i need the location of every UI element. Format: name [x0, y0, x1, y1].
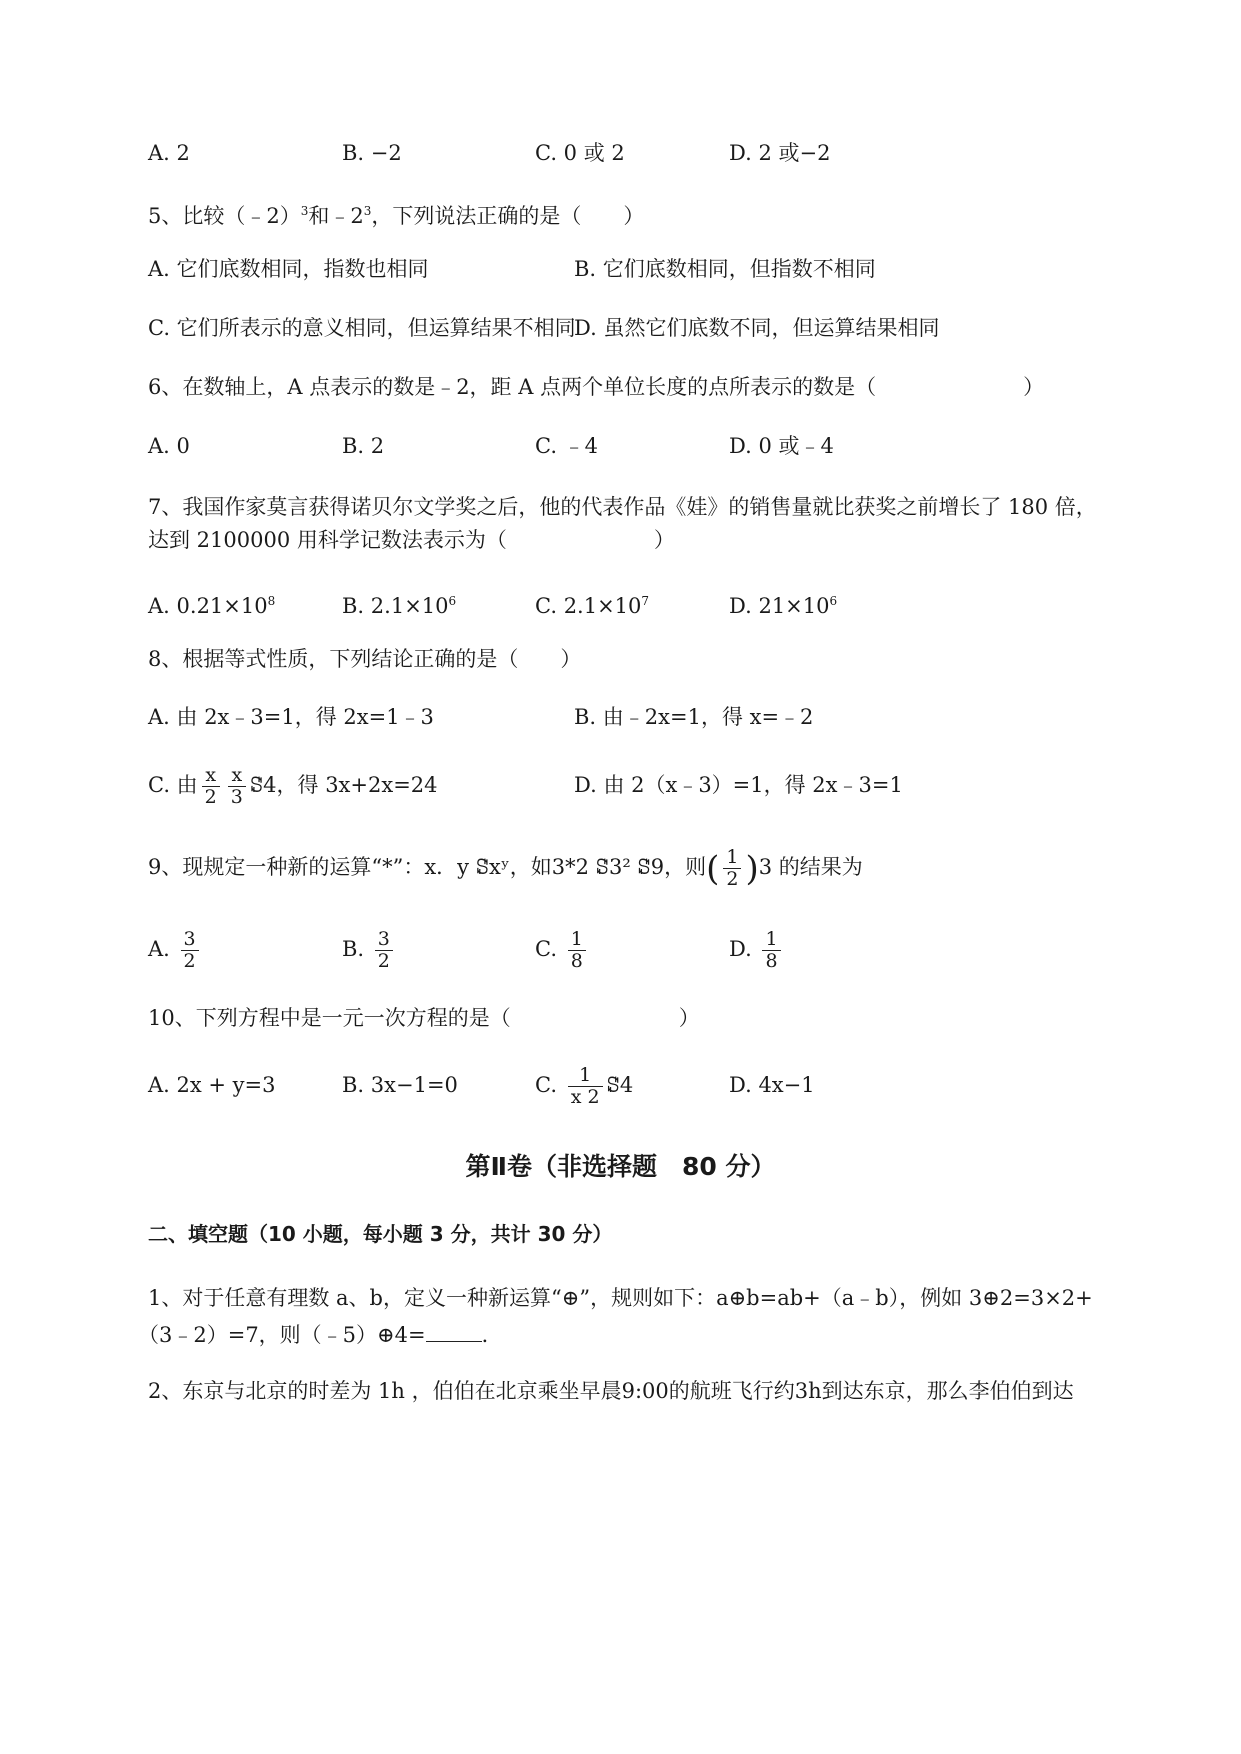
f1-line2 [138, 1320, 503, 1350]
q9-d-num: 1 [762, 929, 780, 951]
q9-a-den: 2 [183, 950, 196, 972]
q7-option-b [342, 586, 456, 621]
q4-option-a: A. 2 [148, 141, 190, 165]
q7-c-label: C. [535, 594, 557, 618]
q5-option-b: B. 它们底数相同，但指数不相同 [574, 257, 876, 281]
q9-right-paren: ) [745, 848, 759, 889]
q5-stem [148, 196, 644, 231]
q7-option-a [148, 586, 275, 621]
q5-option-c: C. 它们所表示的意义相同，但运算结果不相同 [148, 316, 576, 340]
q7-option-c [535, 586, 649, 621]
q9-a-label: A. [148, 937, 170, 961]
q8-c-frac1 [202, 765, 220, 808]
q9-op-def: x．y ꗟxʸ [424, 855, 510, 879]
fill-in-header: 二、填空题（10 小题，每小题 3 分，共计 30 分） [148, 1222, 613, 1246]
q6-option-c: C. ﹣4 [535, 434, 599, 458]
q10-option-d: D. 4x−1 [729, 1073, 815, 1097]
q9-d-frac [762, 929, 780, 972]
q6-option-a: A. 0 [148, 434, 190, 458]
f1-line2-post: ． [481, 1323, 503, 1347]
q6-option-b: B. 2 [342, 434, 385, 458]
q4-option-d: D. 2 或−2 [729, 141, 831, 165]
q10-c-frac [568, 1065, 603, 1108]
q8-c-frac2-den: 3 [230, 786, 243, 808]
q7-c-exp: 7 [641, 594, 650, 608]
q9-stem-pre: 9、现规定一种新的运算“*”： [148, 855, 425, 879]
q6-option-d: D. 0 或﹣4 [729, 434, 834, 458]
q9-d-label: D. [729, 937, 752, 961]
q9-frac [723, 847, 741, 890]
f2-line1: 2、东京与北京的时差为 1h ，伯伯在北京乘坐早晨9:00的航班飞行约3h到达东京，那么李伯伯到达 [148, 1379, 1074, 1403]
q5-stem-post: ，下列说法正确的是（ ） [371, 204, 645, 228]
q8-c-pre: C. 由 [148, 773, 198, 797]
q7-d-label: D. [729, 594, 752, 618]
f1-line1: 1、对于任意有理数 a、b，定义一种新运算“⊕”，规则如下：a⊕b=ab+（a﹣b），例如 3⊕2=3×2+ [148, 1286, 1093, 1310]
f1-line2-pre: （3﹣2）=7，则（﹣5）⊕4= [138, 1323, 426, 1347]
q10-option-c [535, 1060, 633, 1110]
q9-d-den: 8 [765, 950, 778, 972]
q9-option-d [729, 924, 785, 974]
q9-option-b [342, 924, 397, 974]
q8-option-a: A. 由 2x﹣3=1，得 2x=1﹣3 [148, 705, 434, 729]
q9-a-frac [181, 929, 199, 972]
q9-b-den: 2 [377, 950, 390, 972]
q8-option-c [148, 760, 438, 810]
q8-option-d: D. 由 2（x﹣3）=1，得 2x﹣3=1 [574, 773, 903, 797]
f1-answer-blank[interactable] [426, 1323, 482, 1342]
q7-d-base: 21×10 [758, 594, 830, 618]
q5-sup1: 3 [300, 204, 309, 218]
q9-c-frac [568, 929, 586, 972]
q9-option-a [148, 924, 203, 974]
q4-option-b: B. −2 [342, 141, 402, 165]
q10-stem: 10、下列方程中是一元一次方程的是（ ） [148, 1006, 700, 1030]
q9-b-frac [375, 929, 393, 972]
q8-c-frac1-num: x [202, 765, 220, 787]
q7-b-exp: 6 [448, 594, 457, 608]
q7-b-base: 2.1×10 [370, 594, 449, 618]
q9-b-label: B. [342, 937, 365, 961]
q7-a-base: 0.21×10 [176, 594, 268, 618]
q8-c-frac2 [228, 765, 246, 808]
q10-c-label: C. [535, 1073, 557, 1097]
q5-option-d: D. 虽然它们底数不同，但运算结果相同 [574, 316, 940, 340]
q9-stem-post: 3 的结果为 [758, 855, 863, 879]
q7-option-d [729, 586, 837, 621]
q9-left-paren: ( [706, 848, 720, 889]
q5-sup2: 3 [363, 204, 372, 218]
q9-c-den: 8 [570, 950, 583, 972]
q10-option-a: A. 2x + y=3 [148, 1073, 276, 1097]
q8-c-frac1-den: 2 [204, 786, 217, 808]
q9-option-c [535, 924, 590, 974]
q9-a-num: 3 [181, 929, 199, 951]
q10-c-num: 1 [568, 1065, 603, 1087]
q9-frac-den: 2 [726, 868, 739, 890]
q7-c-base: 2.1×10 [563, 594, 642, 618]
q5-stem-pre: 5、比较（﹣2） [148, 204, 301, 228]
q7-stem-line2: 达到 2100000 用科学记数法表示为（ ） [148, 528, 675, 552]
q4-option-c: C. 0 或 2 [535, 141, 625, 165]
q7-stem-line1: 7、我国作家莫言获得诺贝尔文学奖之后，他的代表作品《娃》的销售量就比获奖之前增长了 180 倍， [148, 495, 1097, 519]
q10-option-b: B. 3x−1=0 [342, 1073, 458, 1097]
q6-stem: 6、在数轴上，A 点表示的数是﹣2，距 A 点两个单位长度的点所表示的数是（ ） [148, 375, 1045, 399]
q8-option-b: B. 由﹣2x=1，得 x=﹣2 [574, 705, 814, 729]
q9-b-num: 3 [375, 929, 393, 951]
q9-stem-mid: ，如3*2 ꗟ3² ꗟ9，则 [509, 855, 707, 879]
q5-stem-mid: 和﹣2 [308, 204, 364, 228]
section2-title: 第Ⅱ卷（非选择题 80 分） [465, 1152, 776, 1181]
q9-c-label: C. [535, 937, 557, 961]
q8-c-frac2-num: x [228, 765, 246, 787]
q9-c-num: 1 [568, 929, 586, 951]
q7-d-exp: 6 [829, 594, 838, 608]
q10-c-den: x 2 [570, 1086, 600, 1108]
q7-b-label: B. [342, 594, 365, 618]
q10-c-post: ꗟ4 [606, 1073, 634, 1097]
q5-option-a: A. 它们底数相同，指数也相同 [148, 257, 429, 281]
q8-stem: 8、根据等式性质，下列结论正确的是（ ） [148, 647, 582, 671]
q7-a-label: A. [148, 594, 170, 618]
q9-stem [148, 842, 863, 892]
q7-a-exp: 8 [267, 594, 276, 608]
q8-c-post: ꗟ4，得 3x+2x=24 [249, 773, 438, 797]
q9-frac-num: 1 [723, 847, 741, 869]
